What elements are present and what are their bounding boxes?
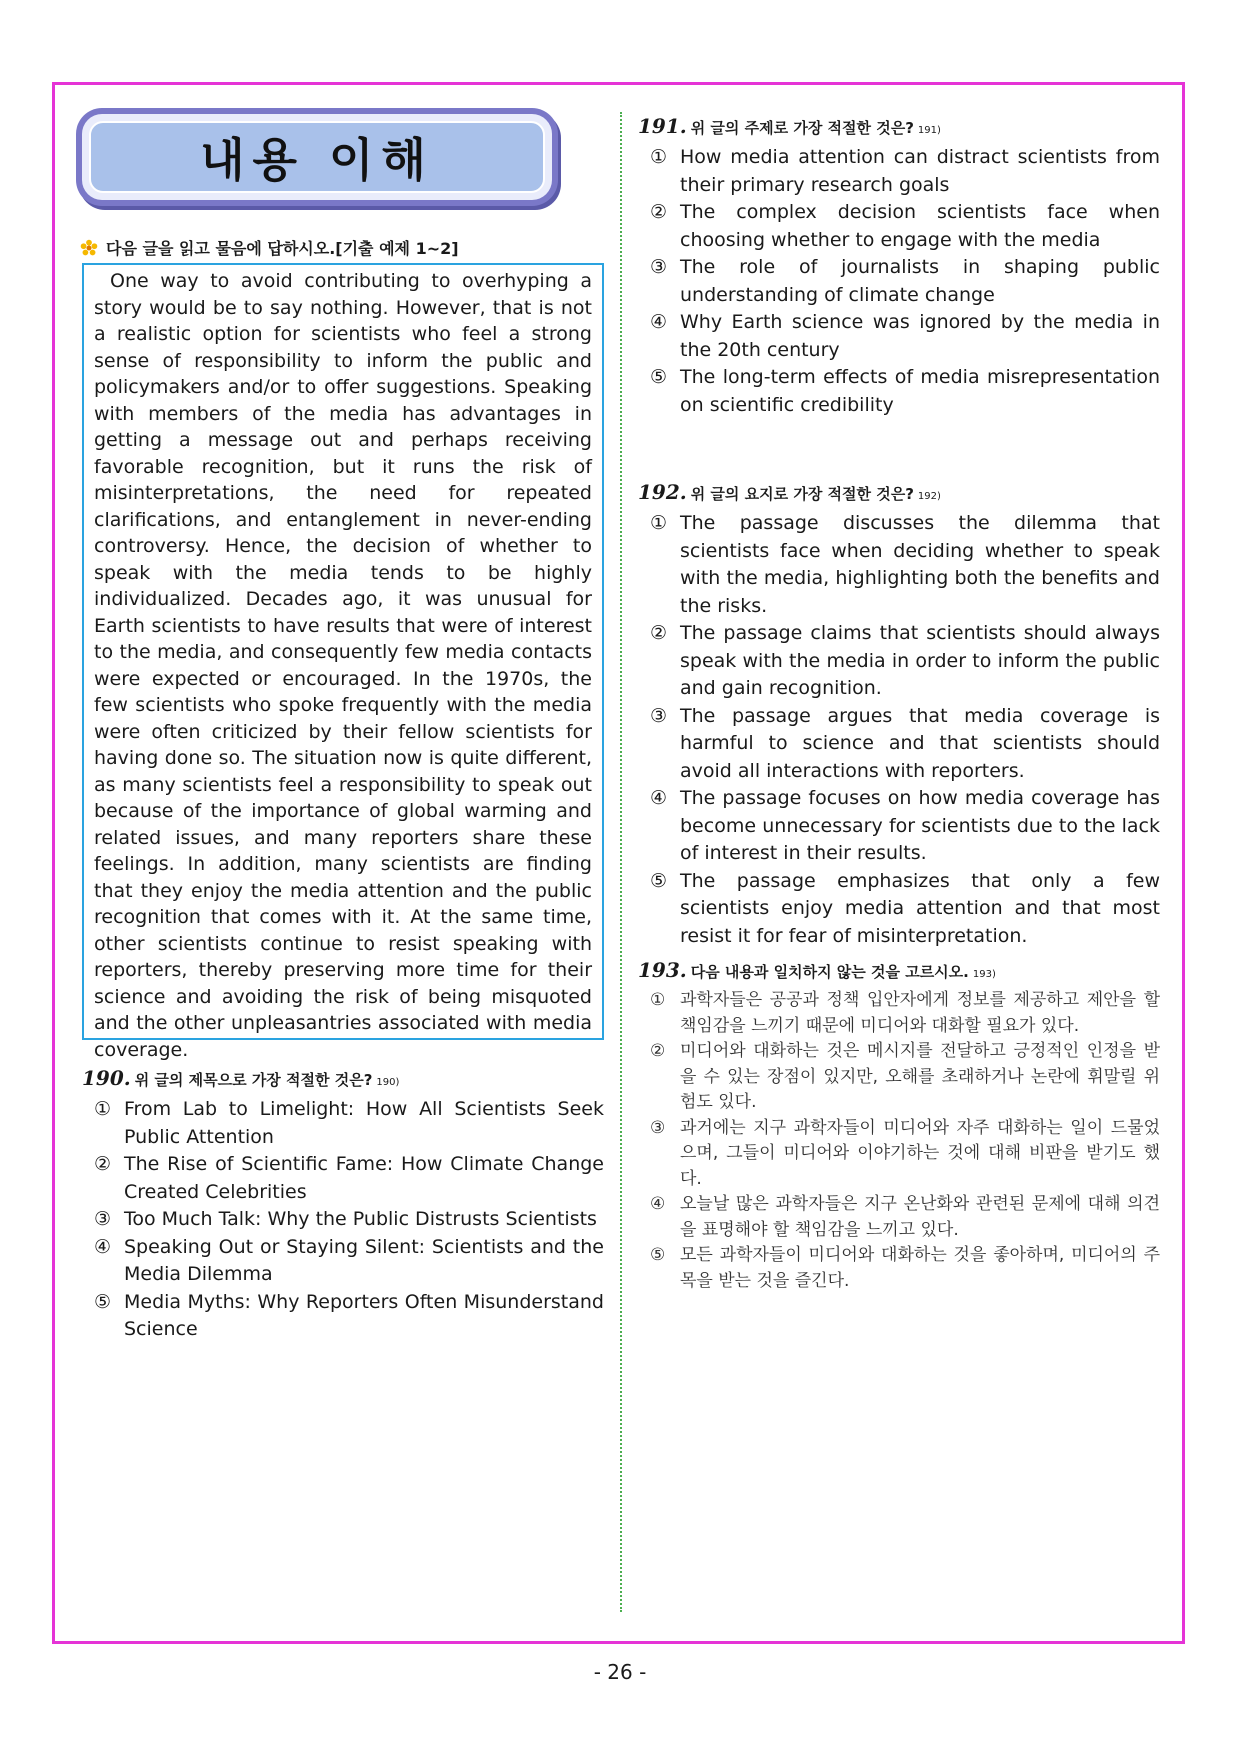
question-prompt: 위 글의 요지로 가장 적절한 것은? — [690, 485, 914, 503]
question-190 — [82, 1066, 604, 1344]
option-4[interactable]: ④ Speaking Out or Staying Silent: Scientists and the Media Dilemma — [94, 1235, 604, 1285]
option-2[interactable]: ② The passage claims that scientists should always speak with the media in order to inform the public and gain recognition. — [650, 622, 1160, 699]
option-3[interactable]: ③ Too Much Talk: Why the Public Distrusts Scientists — [94, 1208, 597, 1230]
question-prompt: 위 글의 제목으로 가장 적절한 것은? — [134, 1071, 373, 1089]
question-prompt: 위 글의 주제로 가장 적절한 것은? — [690, 119, 914, 137]
option-5[interactable]: ⑤ The passage emphasizes that only a few scientists enjoy media attention and that most resist it for fear of misinterpretation. — [650, 869, 1160, 947]
footnote-ref: 190) — [376, 1077, 400, 1088]
flower-icon — [80, 239, 98, 257]
column-divider — [620, 112, 622, 1612]
question-193 — [638, 958, 1160, 1294]
passage-text: One way to avoid contributing to overhyping a story would be to say nothing. However, that is not a realistic option for scientists who feel a strong sense of responsibility to inform the public and policymakers and/or to offer suggestions. Speaking with members of the media has advantages in getting a message out and perhaps receiving favorable recognition, but it runs the risk of misinterpretations, the need for repeated clarifications, and entanglement in never-ending controversy. Hence, the decision of whether to speak with the media tends to be highly individualized. Decades ago, it was unusual for Earth scientists to have results that were of interest to the media, and consequently few media contacts were expected or encouraged. In the 1970s, the few scientists who spoke frequently with the media were often criticized by their fellow scientists for having done so. The situation now is quite different, as many scientists feel a responsibility to speak out because of the importance of global warming and related issues, and many reporters share these feelings. In addition, many scientists are finding that they enjoy the media attention and the public recognition that comes with it. At the same time, other scientists continue to resist speaking with reporters, thereby preserving more time for their science and avoiding the risk of being misquoted and the other unpleasantries associated with media coverage. — [94, 270, 592, 1061]
footnote-ref: 192) — [917, 491, 941, 502]
option-1[interactable]: ① 과학자들은 공공과 정책 입안자에게 정보를 제공하고 제안을 할 책임감을 느끼기 때문에 미디어와 대화할 필요가 있다. — [650, 990, 1160, 1036]
question-prompt: 다음 내용과 일치하지 않는 것을 고르시오. — [690, 963, 969, 981]
page-number: - 26 - — [593, 1660, 647, 1684]
option-5[interactable]: ⑤ Media Myths: Why Reporters Often Misunderstand Science — [94, 1290, 604, 1340]
section-banner — [76, 108, 558, 206]
option-list — [638, 144, 1160, 419]
instruction-text: 다음 글을 읽고 물음에 답하시오.[기출 예제 1~2] — [106, 239, 459, 258]
option-4[interactable]: ④ The passage focuses on how media coverage has become unnecessary for scientists due to the lack of interest in their results. — [650, 787, 1160, 864]
question-192 — [638, 480, 1160, 950]
option-5[interactable]: ⑤ The long-term effects of media misrepresentation on scientific credibility — [650, 366, 1160, 416]
option-2[interactable]: ② The Rise of Scientific Fame: How Climate Change Created Celebrities — [94, 1153, 604, 1203]
question-number: 190. — [82, 1066, 131, 1090]
option-4[interactable]: ④ Why Earth science was ignored by the media in the 20th century — [650, 311, 1160, 361]
question-number: 193. — [638, 958, 687, 982]
option-list — [82, 1096, 604, 1344]
footnote-ref: 191) — [917, 125, 941, 136]
option-5[interactable]: ⑤ 모든 과학자들이 미디어와 대화하는 것을 좋아하며, 미디어의 주목을 받는 것을 즐긴다. — [650, 1245, 1160, 1291]
option-3[interactable]: ③ 과거에는 지구 과학자들이 미디어와 자주 대화하는 일이 드물었으며, 그들이 미디어와 이야기하는 것에 대해 비판을 받기도 했다. — [650, 1117, 1160, 1189]
option-3[interactable]: ③ The passage argues that media coverage is harmful to science and that scientists should avoid all interactions with reporters. — [650, 704, 1160, 782]
option-2[interactable]: ② 미디어와 대화하는 것은 메시지를 전달하고 긍정적인 인정을 받을 수 있는 장점이 있지만, 오해를 초래하거나 논란에 휘말릴 위험도 있다. — [650, 1041, 1160, 1112]
option-1[interactable]: ① From Lab to Limelight: How All Scientists Seek Public Attention — [94, 1098, 604, 1148]
question-191 — [638, 114, 1160, 419]
option-1[interactable]: ① How media attention can distract scientists from their primary research goals — [650, 146, 1160, 196]
option-4[interactable]: ④ 오늘날 많은 과학자들은 지구 온난화와 관련된 문제에 대해 의견을 표명해야 할 책임감을 느끼고 있다. — [650, 1194, 1160, 1240]
instruction — [80, 236, 459, 259]
section-title: 내용 이해 — [200, 133, 434, 187]
question-number: 192. — [638, 480, 687, 504]
option-1[interactable]: ① The passage discusses the dilemma that scientists face when deciding whether to speak with the media, highlighting both the benefits and the risks. — [650, 512, 1160, 617]
option-list — [638, 988, 1160, 1294]
option-3[interactable]: ③ The role of journalists in shaping public understanding of climate change — [650, 256, 1160, 306]
question-number: 191. — [638, 114, 687, 138]
option-2[interactable]: ② The complex decision scientists face when choosing whether to engage with the media — [650, 201, 1160, 251]
passage-box — [82, 263, 604, 1061]
footnote-ref: 193) — [972, 969, 996, 980]
option-list — [638, 510, 1160, 950]
